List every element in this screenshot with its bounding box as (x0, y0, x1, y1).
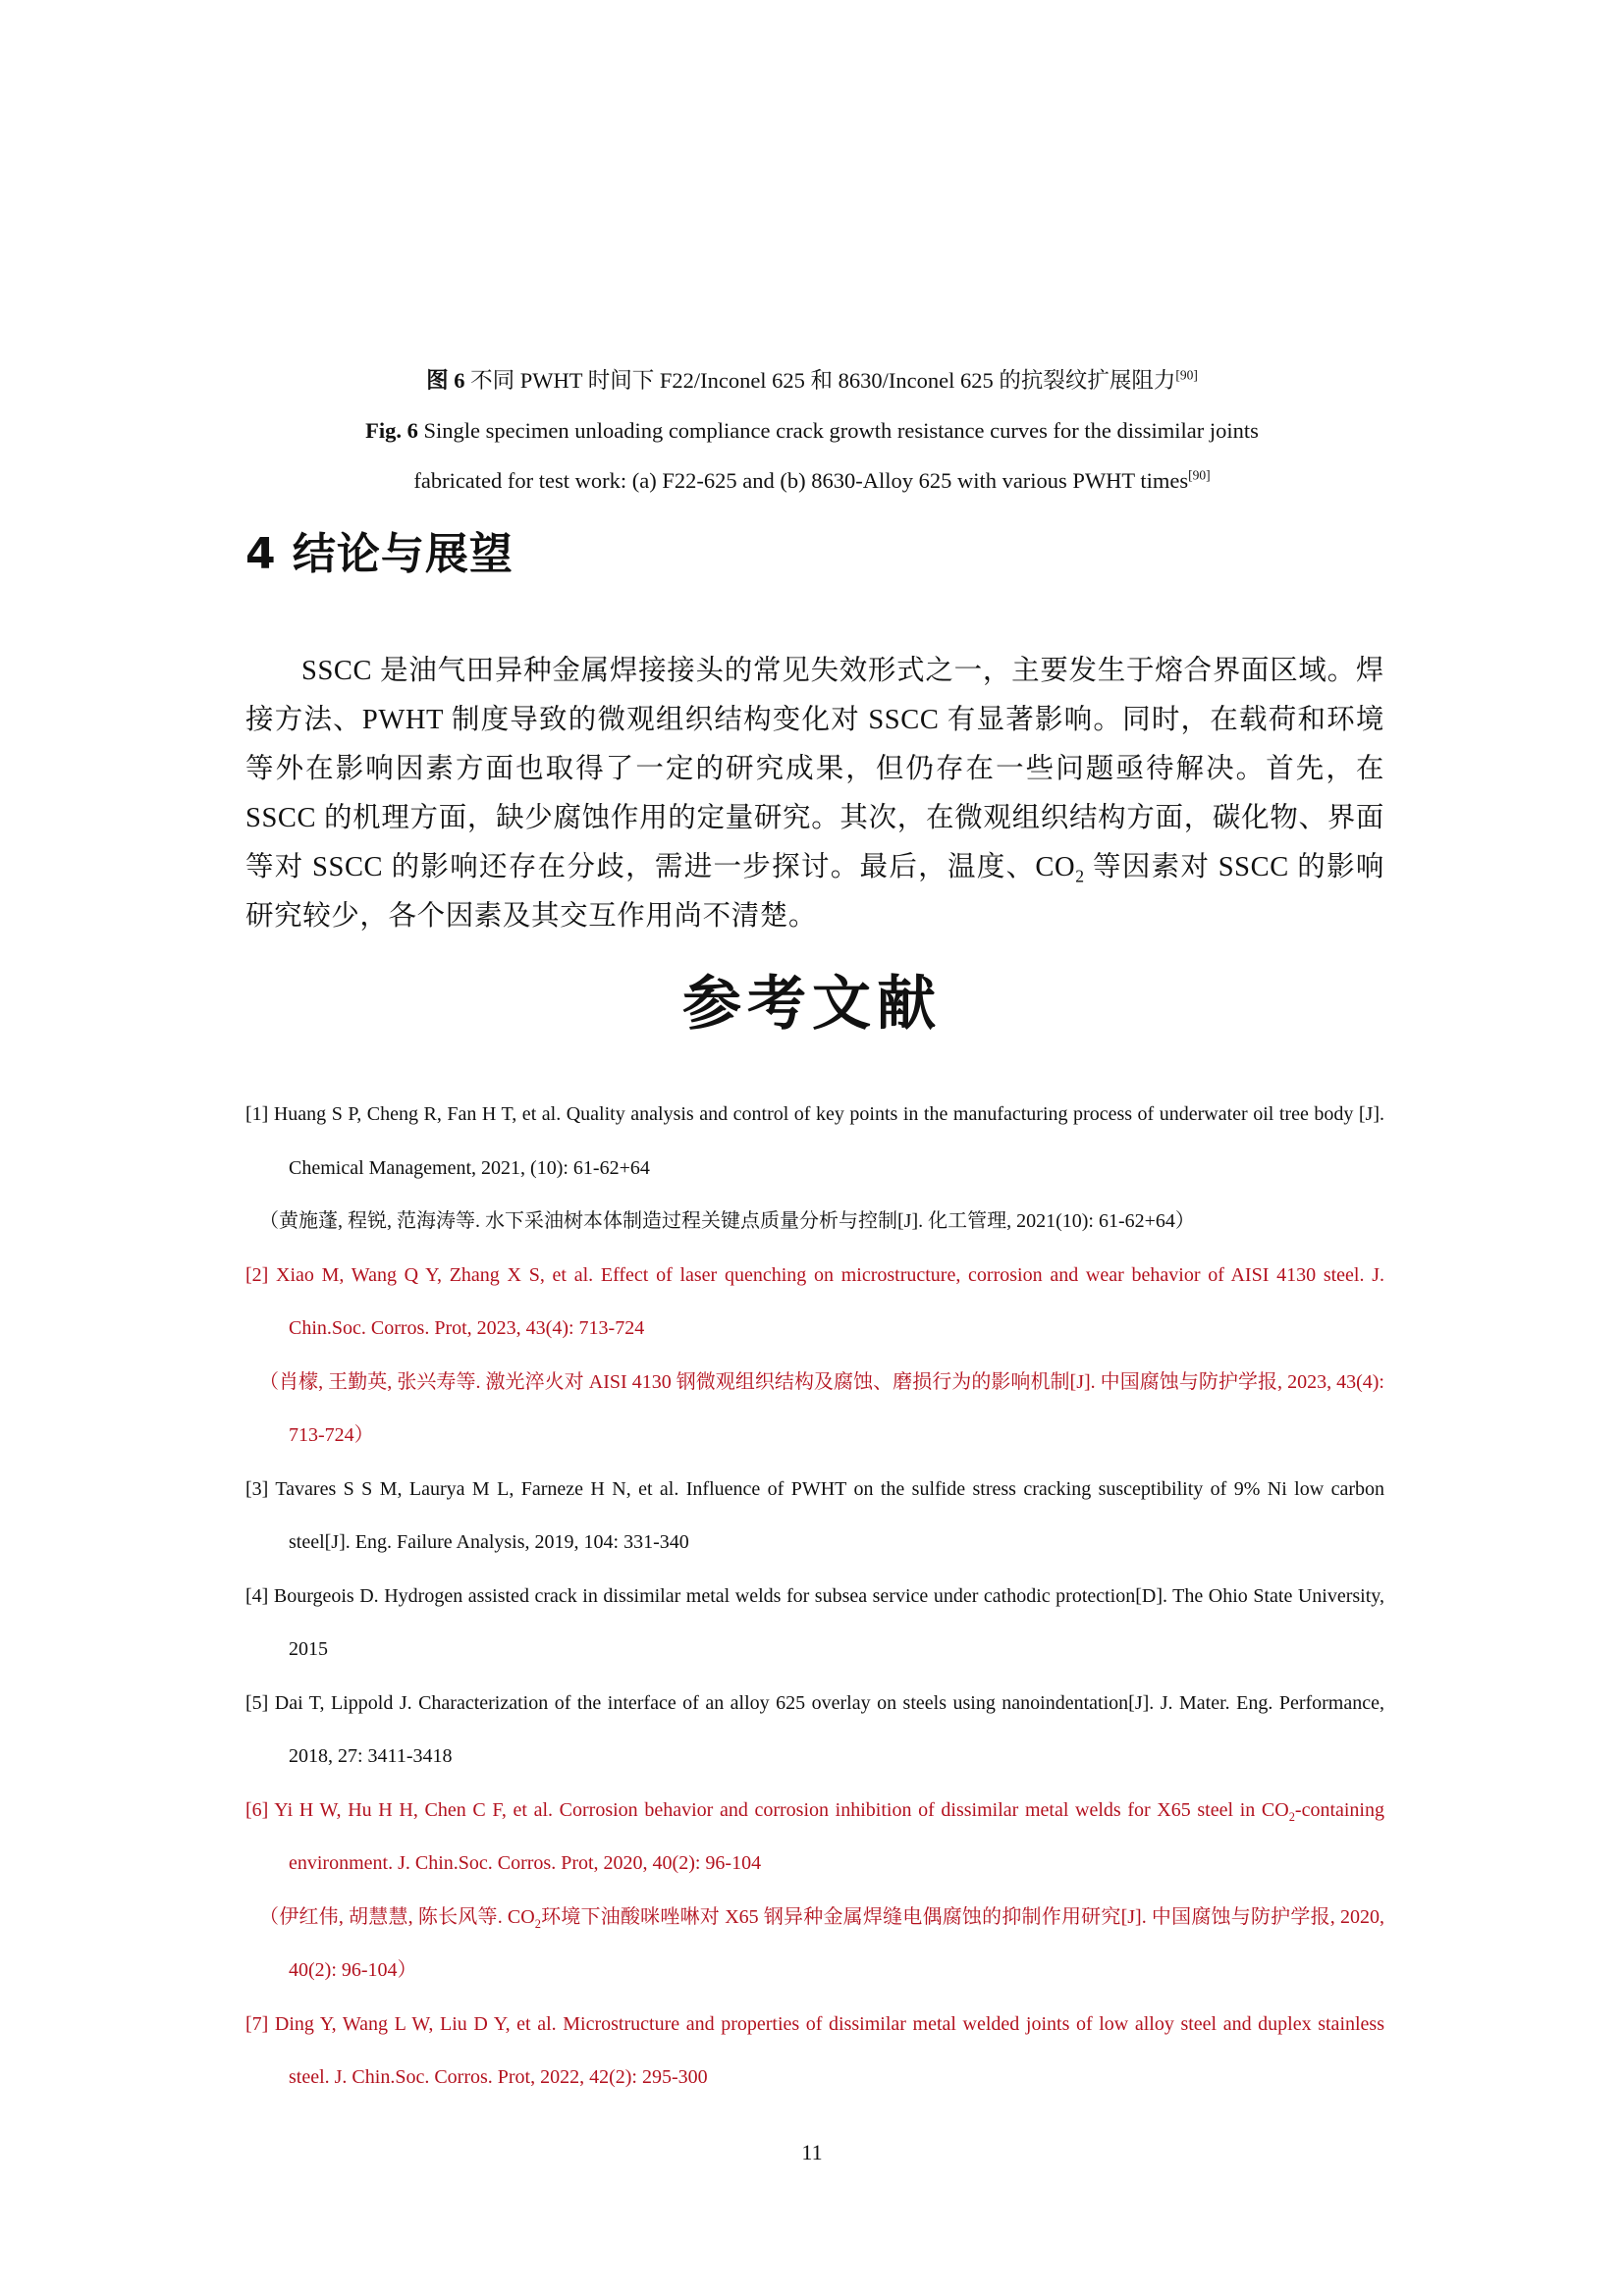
figure-caption-zh (245, 355, 1379, 405)
references-heading: 参考文献 (682, 970, 942, 1039)
reference-item-1-zh: （黄施蓬, 程锐, 范海涛等. 水下采油树本体制造过程关键点质量分析与控制[J]. 化工管理, 2021(10): 61-62+64） (259, 1210, 1195, 1232)
figure-caption-en-text-2: fabricated for test work: (a) F22-625 and (b) 8630-Alloy 625 with various PWHT times (413, 468, 1189, 493)
figure-label-en: Fig. 6 (365, 418, 418, 443)
reference-item-6-zh-subscript: 2 (534, 1916, 541, 1931)
reference-item-6-zh-text-a: （伊红伟, 胡慧慧, 陈长风等. CO (259, 1905, 535, 1928)
section-heading: 4 结论与展望 (245, 529, 514, 579)
paragraph-subscript: 2 (1075, 866, 1085, 886)
reference-item-2: [2] Xiao M, Wang Q Y, Zhang X S, et al. Effect of laser quenching on microstructure, corrosion and wear behavior of AISI 4130 steel. J. Chin.Soc. Corros. Prot, 2023, 43(4): 713-724 (245, 1263, 1384, 1339)
paragraph-text-part1: SSCC 是油气田异种金属焊接接头的常见失效形式之一，主要发生于熔合界面区域。焊接方法、PWHT 制度导致的微观组织结构变化对 SSCC 有显著影响。同时，在载荷和环境等外在影响因素方面也取得了一定的研究成果，但仍存在一些问题亟待解决。首先，在 SSCC 的机理方面，缺少腐蚀作用的定量研究。其次，在微观组织结构方面，碳化物、界面等对 SSCC 的影响还存在分歧，需进一步探讨。最后，温度、CO (245, 655, 1384, 882)
reference-item-6-zh-text-b: 环境下油酸咪唑啉对 X65 钢异种金属焊缝电偶腐蚀的抑制作用研究[J]. 中国腐蚀与防护学报, 2020, 40(2): 96-104） (289, 1905, 1384, 1981)
body-paragraph (245, 647, 1384, 941)
page-number: 11 (801, 2140, 823, 2164)
reference-item-6-text-a: [6] Yi H W, Hu H H, Chen C F, et al. Corrosion behavior and corrosion inhibition of dissimilar metal welds for X65 steel in CO (245, 1798, 1289, 1821)
figure-label-zh: 图 6 (426, 368, 465, 393)
figure-caption-en-line2 (245, 455, 1379, 506)
figure-caption-zh-text: 不同 PWHT 时间下 F22/Inconel 625 和 8630/Inconel 625 的抗裂纹扩展阻力 (464, 368, 1176, 393)
reference-item-6-text-b: -containing environment. J. Chin.Soc. Corros. Prot, 2020, 40(2): 96-104 (289, 1798, 1384, 1874)
figure-citation-en: [90] (1188, 467, 1211, 483)
reference-item-2-zh: （肖檬, 王勤英, 张兴寿等. 激光淬火对 AISI 4130 钢微观组织结构及腐蚀、磨损行为的影响机制[J]. 中国腐蚀与防护学报, 2023, 43(4): 713-724） (259, 1370, 1384, 1446)
reference-item-6 (245, 1784, 1384, 1891)
paragraph-text-part2: 等因素对 SSCC 的影响研究较少，各个因素及其交互作用尚不清楚。 (245, 851, 1384, 932)
figure-caption-en-text-1: Single specimen unloading compliance crack growth resistance curves for the dissimilar joints (417, 418, 1259, 443)
figure-caption-en-line1 (245, 405, 1379, 455)
figure-citation-zh: [90] (1175, 367, 1198, 383)
reference-item-7: [7] Ding Y, Wang L W, Liu D Y, et al. Microstructure and properties of dissimilar metal welded joints of low alloy steel and duplex stainless steel. J. Chin.Soc. Corros. Prot, 2022, 42(2): 295-300 (245, 2012, 1384, 2088)
reference-item-3: [3] Tavares S S M, Laurya M L, Farneze H N, et al. Influence of PWHT on the sulfide stress cracking susceptibility of 9% Ni low carbon steel[J]. Eng. Failure Analysis, 2019, 104: 331-340 (245, 1477, 1384, 1553)
reference-item-4: [4] Bourgeois D. Hydrogen assisted crack in dissimilar metal welds for subsea service under cathodic protection[D]. The Ohio State University, 2015 (245, 1584, 1384, 1660)
reference-item-6-zh (245, 1891, 1384, 1998)
figure-caption (245, 355, 1379, 506)
references-list (245, 1088, 1384, 2105)
reference-item-5: [5] Dai T, Lippold J. Characterization of the interface of an alloy 625 overlay on steels using nanoindentation[J]. J. Mater. Eng. Performance, 2018, 27: 3411-3418 (245, 1691, 1384, 1767)
reference-item-1: [1] Huang S P, Cheng R, Fan H T, et al. Quality analysis and control of key points in the manufacturing process of underwater oil tree body [J]. Chemical Management, 2021, (10): 61-62+64 (245, 1103, 1384, 1179)
reference-item-6-subscript: 2 (1288, 1809, 1295, 1824)
